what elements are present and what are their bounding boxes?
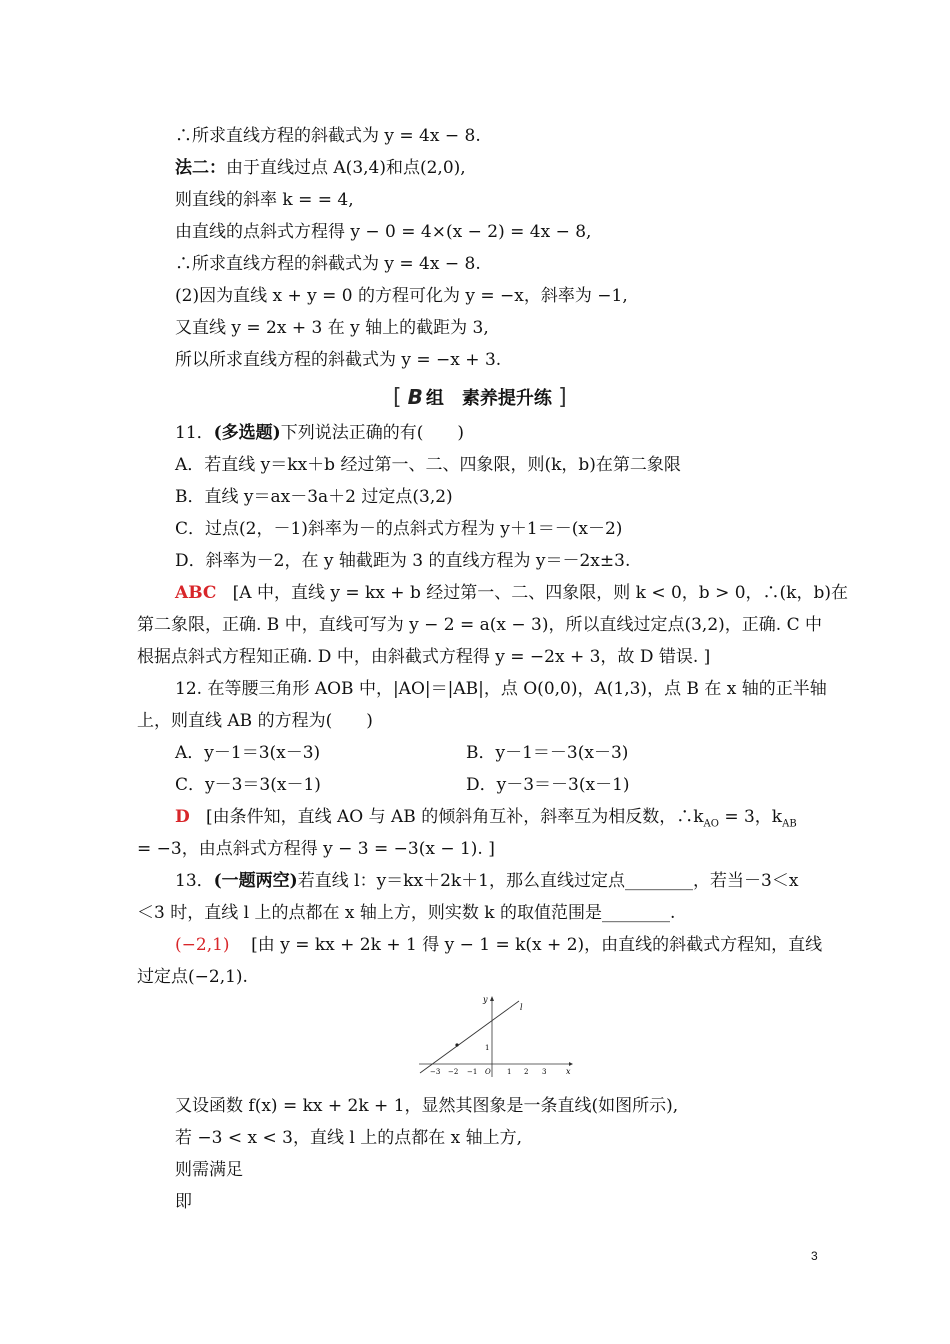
- q12-explain-text-1: [由条件知，直线 AO 与 AB 的倾斜角互补，斜率互为相反数，∴k: [205, 807, 704, 827]
- q13-after-3: 则需满足: [175, 1160, 243, 1180]
- fixed-point-dot: [455, 1043, 458, 1046]
- q12-stem-1: 12. 在等腰三角形 AOB 中，|AO|＝|AB|，点 O(0,0)，A(1,3)，点 B 在 x 轴的正半轴: [175, 679, 827, 699]
- q11-explain-1: [175, 581, 848, 605]
- y-tick-1: 1: [485, 1044, 490, 1052]
- q11-answer: ABC: [175, 583, 217, 603]
- x-axis-arrow: [569, 1062, 573, 1066]
- q11-option-a: A．若直线 y＝kx＋b 经过第一、二、四象限，则(k，b)在第二象限: [175, 455, 681, 475]
- q12-sub-ab: AB: [782, 818, 797, 830]
- q13-answer: (−2,1): [175, 935, 230, 955]
- q11-number: 11．: [175, 423, 214, 443]
- q11-explain-text-1: [A 中，直线 y = kx + b 经过第一、二、四象限，则 k < 0，b > 0，∴(k，b)在: [232, 583, 848, 603]
- line-label: l: [520, 1003, 523, 1012]
- q12-option-a: A．y－1＝3(x－3): [175, 743, 321, 763]
- q12-answer: D: [175, 807, 190, 827]
- q11-stem: [175, 421, 464, 445]
- solution-line-2: [175, 156, 466, 180]
- solution-line-7: 又直线 y = 2x + 3 在 y 轴上的截距为 3,: [175, 318, 489, 338]
- q12-sub-ao: AO: [703, 818, 719, 830]
- q12-stem-2: 上，则直线 AB 的方程为( ): [137, 711, 373, 731]
- q13-stem-1: [175, 869, 798, 893]
- q11-text: 下列说法正确的有( ): [280, 423, 464, 443]
- q12-explain-2: = −3，由点斜式方程得 y − 3 = −3(x − 1). ]: [137, 839, 495, 859]
- q11-option-b: B．直线 y＝ax－3a＋2 过定点(3,2): [175, 487, 453, 507]
- q12-option-c: C．y－3＝3(x－1): [175, 775, 321, 795]
- x-tick-neg3: −3: [430, 1068, 441, 1076]
- solution-line-1: ∴所求直线方程的斜截式为 y = 4x − 8.: [175, 126, 481, 146]
- q11-explain-3: 根据点斜式方程知正确. D 中，由斜截式方程得 y = −2x + 3，故 D 错误. ]: [137, 647, 711, 667]
- group-b-header: [393, 384, 567, 412]
- right-bracket: ]: [558, 385, 567, 410]
- x-tick-2: 2: [524, 1068, 529, 1076]
- q13-explain-1: [175, 933, 822, 957]
- q13-text-1: 若直线 l：y＝kx＋2k＋1，那么直线过定点________，若当－3＜x: [297, 871, 799, 891]
- page-number: 3: [811, 1249, 818, 1263]
- q12-option-b: B．y－1＝－3(x－3): [466, 743, 629, 763]
- q11-tag: (多选题): [213, 423, 281, 443]
- q13-number: 13．: [175, 871, 214, 891]
- origin-label: O: [485, 1068, 491, 1076]
- q13-tag: (一题两空): [213, 871, 298, 891]
- solution-line-6: (2)因为直线 x + y = 0 的方程可化为 y = −x，斜率为 −1,: [175, 286, 628, 306]
- q13-after-2: 若 −3 < x < 3，直线 l 上的点都在 x 轴上方,: [175, 1128, 523, 1148]
- q11-option-d: D．斜率为－2，在 y 轴截距为 3 的直线方程为 y＝－2x±3.: [175, 551, 631, 571]
- q13-after-4: 即: [175, 1192, 192, 1212]
- q12-explain-1: [175, 805, 797, 836]
- x-tick-neg1: −1: [467, 1068, 478, 1076]
- y-axis-label: y: [483, 995, 488, 1004]
- q12-explain-text-1b: = 3，k: [718, 807, 783, 827]
- x-axis-label: x: [566, 1067, 571, 1076]
- line-l: [420, 1001, 519, 1073]
- solution-line-3: 则直线的斜率 k = = 4,: [175, 190, 354, 210]
- q12-option-d: D．y－3＝－3(x－1): [466, 775, 630, 795]
- q13-after-1: 又设函数 f(x) = kx + 2k + 1，显然其图象是一条直线(如图所示),: [175, 1096, 679, 1116]
- q11-option-c: C．过点(2，－1)斜率为－的点斜式方程为 y＋1＝－(x－2): [175, 519, 623, 539]
- q11-explain-2: 第二象限，正确. B 中，直线可写为 y − 2 = a(x − 3)，所以直线过定点(3,2)，正确. C 中: [137, 615, 823, 635]
- method-two-label: 法二：: [175, 158, 226, 178]
- x-tick-3: 3: [542, 1068, 547, 1076]
- line-graph-figure: [417, 995, 573, 1079]
- solution-line-5: ∴所求直线方程的斜截式为 y = 4x − 8.: [175, 254, 481, 274]
- x-tick-neg2: −2: [448, 1068, 459, 1076]
- method-two-text: 由于直线过点 A(3,4)和点(2,0),: [226, 158, 466, 178]
- q13-explain-2: 过定点(−2,1).: [137, 967, 248, 987]
- group-title: 组 素养提升练: [425, 388, 552, 409]
- left-bracket: [: [393, 385, 402, 410]
- solution-line-8: 所以所求直线方程的斜截式为 y = −x + 3.: [175, 350, 502, 370]
- q13-stem-2: ＜3 时，直线 l 上的点都在 x 轴上方，则实数 k 的取值范围是________.: [137, 903, 676, 923]
- x-tick-1: 1: [507, 1068, 512, 1076]
- y-axis-arrow: [490, 996, 494, 1001]
- group-letter-badge: B: [407, 385, 422, 409]
- solution-line-4: 由直线的点斜式方程得 y − 0 = 4×(x − 2) = 4x − 8,: [175, 222, 592, 242]
- q13-explain-text-1: [由 y = kx + 2k + 1 得 y − 1 = k(x + 2)，由直线的斜截式方程知，直线: [251, 935, 823, 955]
